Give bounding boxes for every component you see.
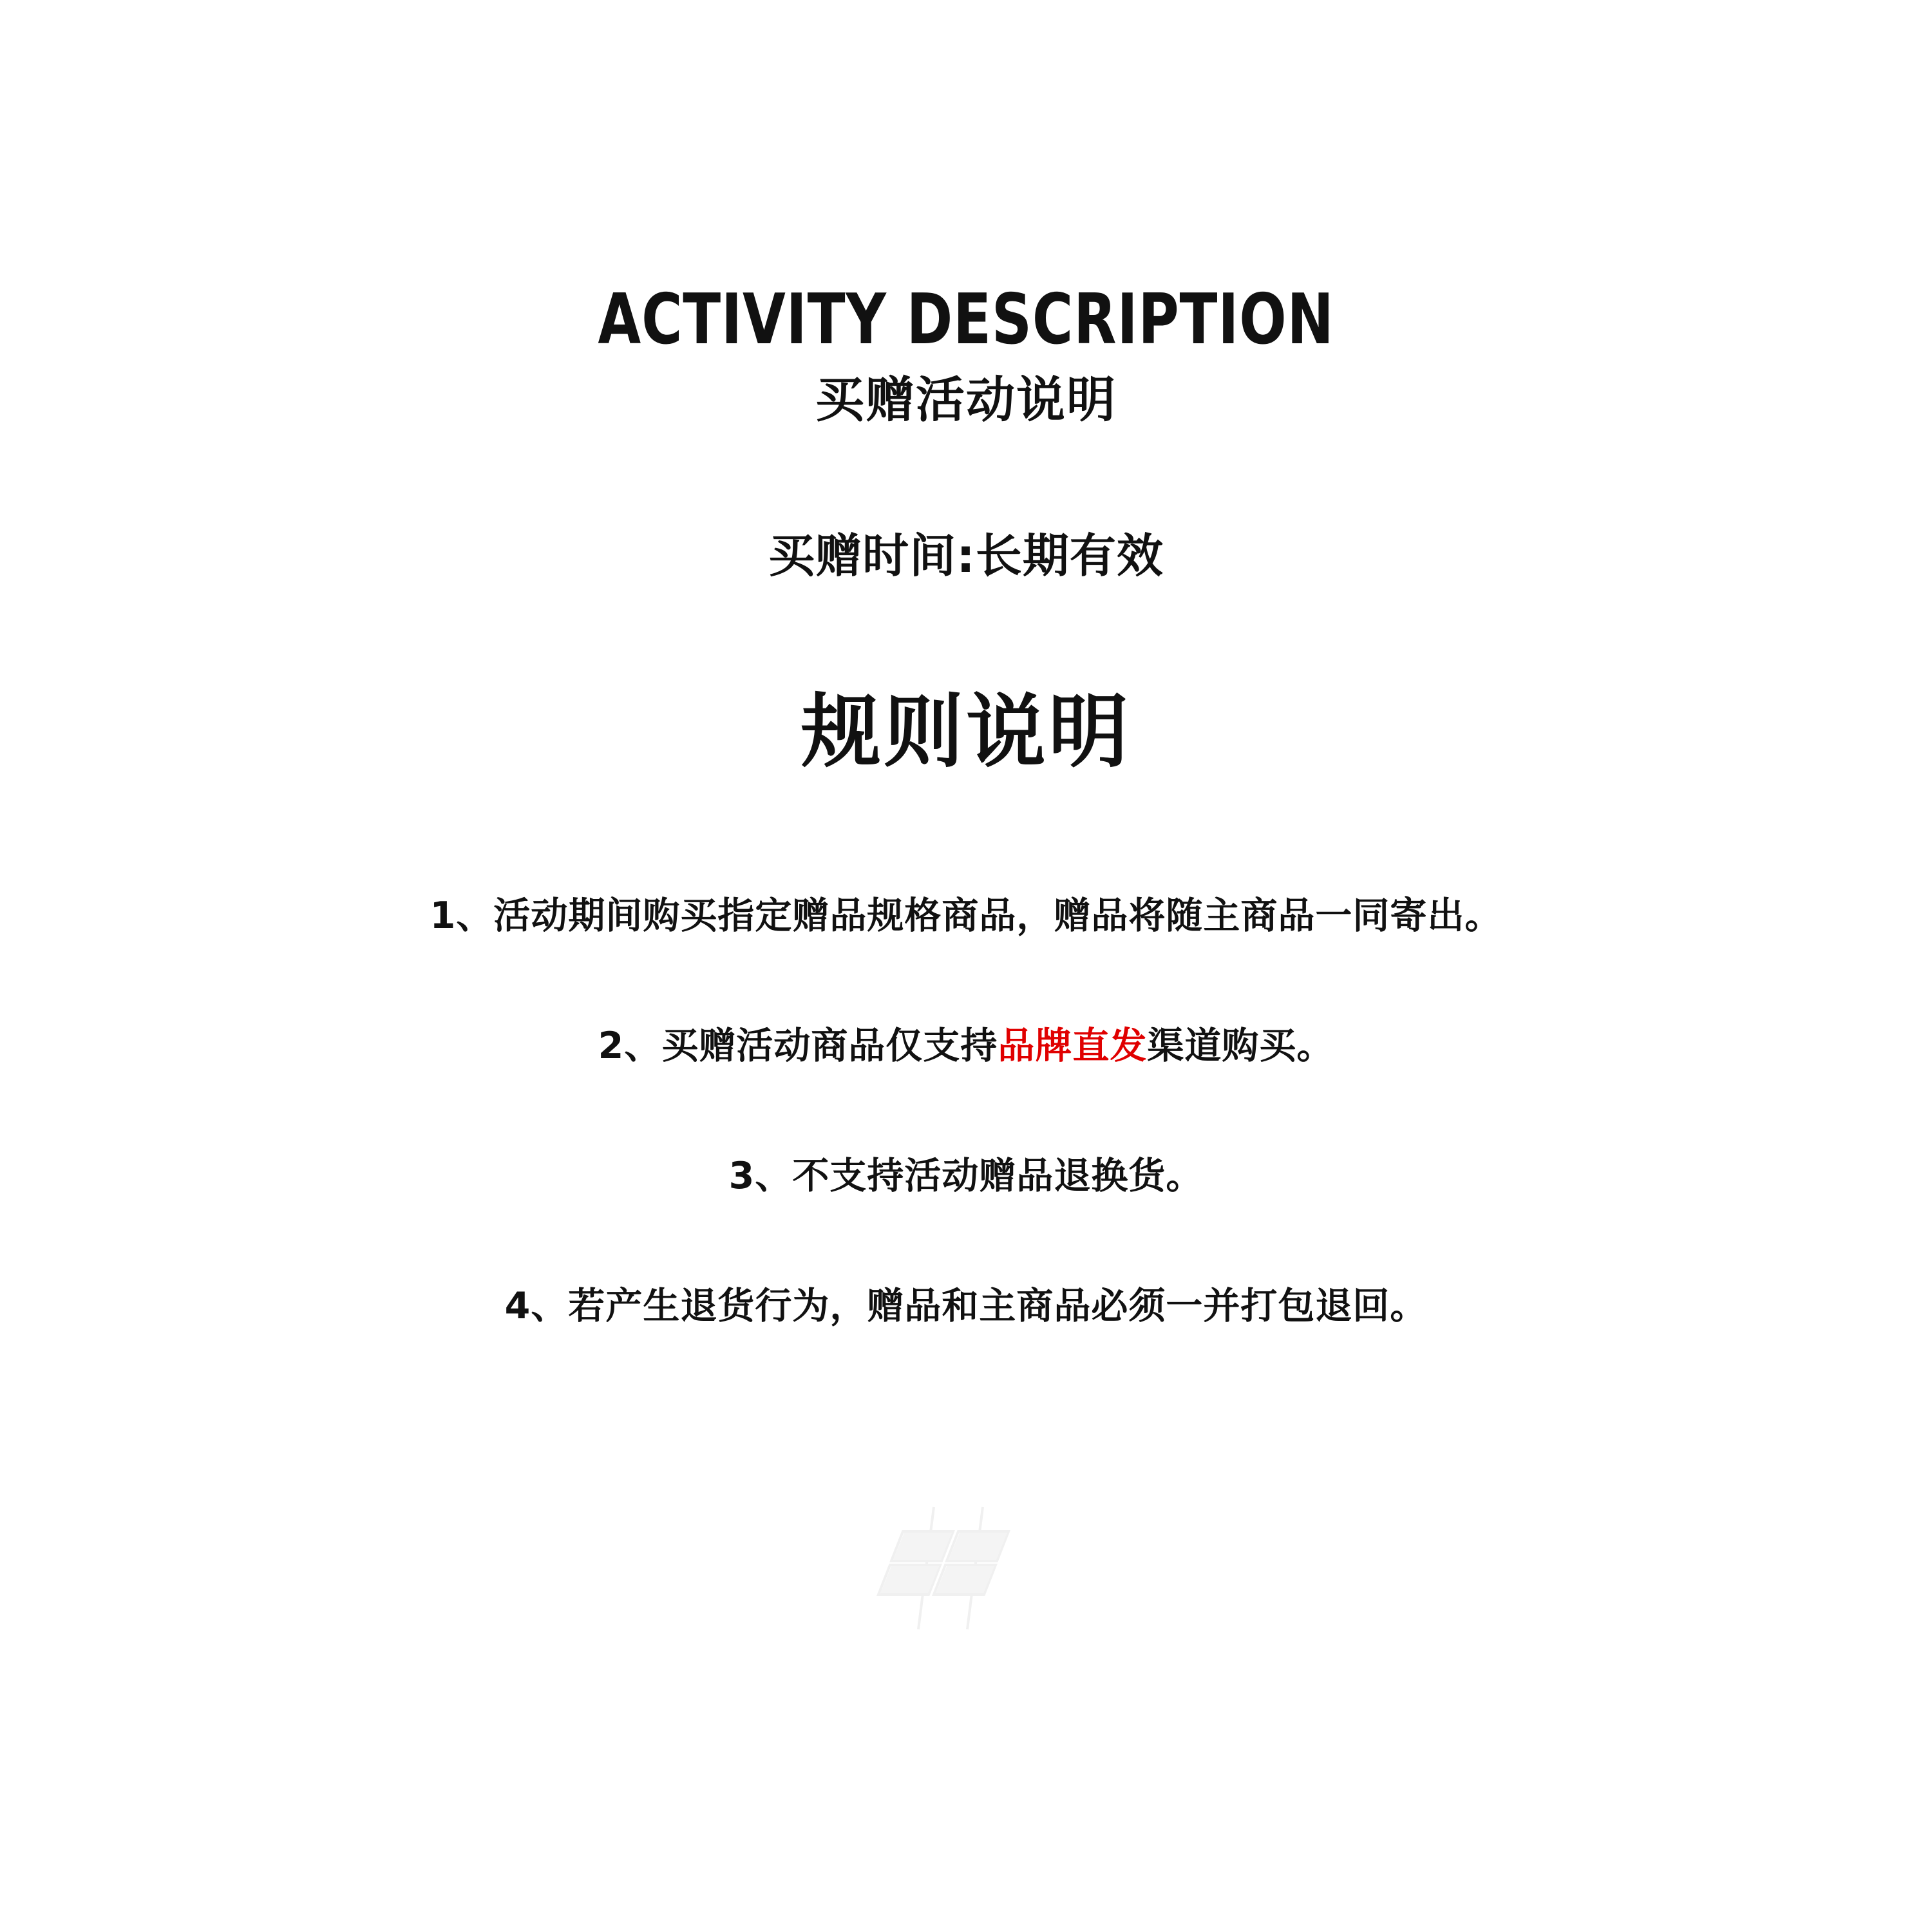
rule-item-2-suffix: 渠道购买。	[1147, 1025, 1334, 1068]
rule-item-2	[0, 1022, 1932, 1070]
brand-logo-watermark	[857, 1494, 1075, 1642]
rule-item-4: 4、若产生退货行为，赠品和主商品必须一并打包退回。	[504, 1285, 1428, 1328]
rule-item-1: 1、活动期间购买指定赠品规格商品，赠品将随主商品一同寄出。	[430, 894, 1502, 937]
activity-period-text: 买赠时间:长期有效	[768, 528, 1164, 583]
page-title-chinese: 买赠活动说明	[815, 371, 1117, 429]
rules-list	[0, 892, 1932, 1330]
rule-item-3: 3、不支持活动赠品退换货。	[728, 1155, 1204, 1198]
rules-section-title: 规则说明	[800, 685, 1131, 779]
rule-item-2-prefix: 2、买赠活动商品仅支持	[598, 1025, 998, 1068]
page-title-english: ACTIVITY DESCRIPTION	[598, 279, 1334, 360]
header-block	[0, 279, 1932, 782]
rule-item-2-highlight: 品牌直发	[998, 1025, 1148, 1068]
